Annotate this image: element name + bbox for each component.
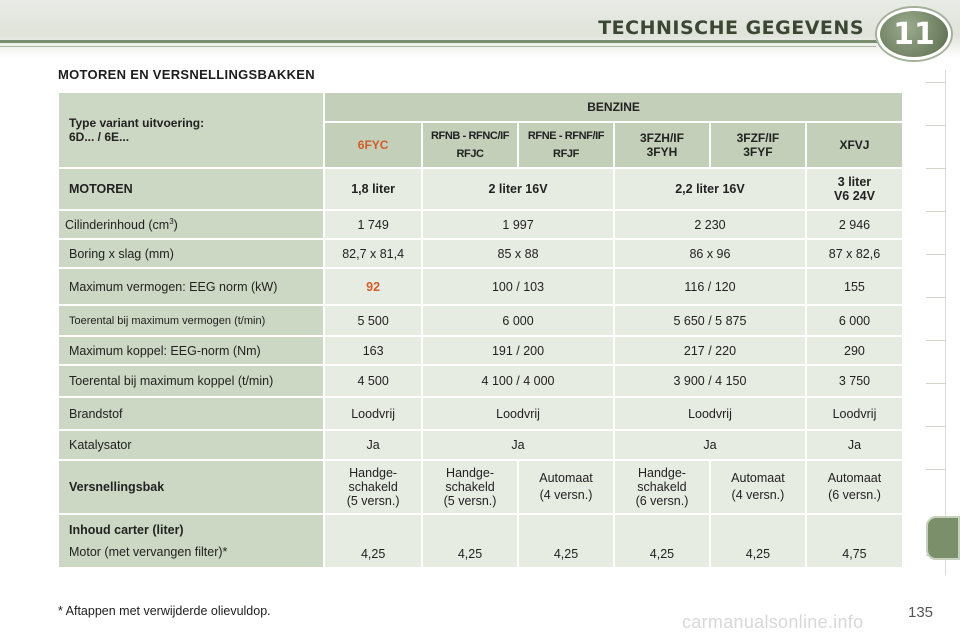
page-title: TECHNISCHE GEGEVENS: [598, 17, 864, 39]
table-cell: 5 650 / 5 875: [615, 306, 805, 335]
table-cell: 87 x 82,6: [807, 240, 902, 267]
table-cell: 290: [807, 337, 902, 364]
table-cell: 1 749: [325, 211, 421, 238]
row-label: [59, 211, 323, 238]
section-title: MOTOREN EN VERSNELLINGSBAKKEN: [58, 67, 315, 82]
row-label: Toerental bij maximum vermogen (t/min): [59, 306, 323, 335]
side-tab-active[interactable]: [926, 516, 960, 560]
side-tab[interactable]: [926, 254, 946, 255]
side-tab[interactable]: [926, 125, 946, 126]
table-cell: 3 750: [807, 366, 902, 396]
side-tab[interactable]: [926, 469, 946, 470]
table-cell: 4 100 / 4 000: [423, 366, 613, 396]
table-cell: 1 997: [423, 211, 613, 238]
variant-code: RFNB - RFNC/IF RFJC: [423, 123, 517, 167]
table-cell: 6 000: [423, 306, 613, 335]
variant-code: RFNE - RFNF/IF RFJF: [519, 123, 613, 167]
chapter-side-tabs: [926, 70, 946, 575]
table-cell: 92: [325, 269, 421, 304]
engine-size: 2 liter 16V: [423, 169, 613, 209]
row-label-text: ): [173, 218, 178, 233]
side-tab[interactable]: [926, 383, 946, 384]
table-cell: Loodvrij: [423, 398, 613, 429]
footnote: * Aftappen met verwijderde olievuldop.: [58, 604, 271, 618]
row-label: Brandstof: [59, 398, 323, 429]
row-label: Toerental bij maximum koppel (t/min): [59, 366, 323, 396]
table-cell: Ja: [807, 431, 902, 459]
row-label: Maximum koppel: EEG-norm (Nm): [59, 337, 323, 364]
table-cell: 3 900 / 4 150: [615, 366, 805, 396]
table-cell: 191 / 200: [423, 337, 613, 364]
row-label-sup: 3: [169, 216, 174, 226]
table-cell: 155: [807, 269, 902, 304]
table-cell: 82,7 x 81,4: [325, 240, 421, 267]
header-rule: [0, 40, 880, 43]
engine-size: 1,8 liter: [325, 169, 421, 209]
gearbox-cell: Handge- schakeld (6 versn.): [615, 461, 709, 513]
table-cell: 100 / 103: [423, 269, 613, 304]
table-cell: Loodvrij: [807, 398, 902, 429]
table-cell: Ja: [423, 431, 613, 459]
row-label: Maximum vermogen: EEG norm (kW): [59, 269, 323, 304]
variant-code: 6FYC: [325, 123, 421, 167]
table-cell: 85 x 88: [423, 240, 613, 267]
row-label: Katalysator: [59, 431, 323, 459]
gearbox-cell: Automaat (6 versn.): [807, 461, 902, 513]
oil-cell: 4,75: [807, 515, 902, 567]
table-cell: 2 230: [615, 211, 805, 238]
side-tab[interactable]: [926, 297, 946, 298]
table-cell: Ja: [615, 431, 805, 459]
engine-size: 2,2 liter 16V: [615, 169, 805, 209]
gearbox-label: Versnellingsbak: [59, 461, 323, 513]
oil-cell: 4,25: [325, 515, 421, 567]
oil-capacity-row-label: Motor (met vervangen filter)*: [69, 545, 228, 559]
variant-code: XFVJ: [807, 123, 902, 167]
table-cell: 6 000: [807, 306, 902, 335]
table-cell: Loodvrij: [615, 398, 805, 429]
table-cell: 86 x 96: [615, 240, 805, 267]
gearbox-cell: Handge- schakeld (5 versn.): [423, 461, 517, 513]
table-cell: 116 / 120: [615, 269, 805, 304]
gearbox-cell: Automaat (4 versn.): [519, 461, 613, 513]
table-cell: 2 946: [807, 211, 902, 238]
table-cell: Loodvrij: [325, 398, 421, 429]
side-tab[interactable]: [926, 340, 946, 341]
header-rule-thin: [0, 46, 876, 47]
table-cell: 163: [325, 337, 421, 364]
oil-cell: 4,25: [423, 515, 517, 567]
side-tab[interactable]: [926, 426, 946, 427]
engines-label: MOTOREN: [59, 169, 323, 209]
type-variant-label: Type variant uitvoering: 6D... / 6E...: [59, 93, 323, 167]
spec-table: [57, 91, 904, 569]
variant-code: 3FZF/IF 3FYF: [711, 123, 805, 167]
table-cell: Ja: [325, 431, 421, 459]
fuel-header: BENZINE: [325, 93, 902, 121]
row-label-text: Cilinderinhoud (cm: [65, 218, 170, 233]
side-tab[interactable]: [926, 82, 946, 83]
chapter-badge: 11: [877, 8, 951, 60]
oil-cell: 4,25: [615, 515, 709, 567]
oil-capacity-title: Inhoud carter (liter): [69, 523, 184, 537]
table-cell: 5 500: [325, 306, 421, 335]
side-tab[interactable]: [926, 168, 946, 169]
row-label: Boring x slag (mm): [59, 240, 323, 267]
table-cell: 4 500: [325, 366, 421, 396]
watermark: carmanualsonline.info: [682, 612, 864, 632]
oil-cell: 4,25: [711, 515, 805, 567]
variant-code: 3FZH/IF 3FYH: [615, 123, 709, 167]
oil-capacity-label: [59, 515, 323, 567]
gearbox-cell: Automaat (4 versn.): [711, 461, 805, 513]
side-tab[interactable]: [926, 211, 946, 212]
page-number: 135: [908, 604, 934, 621]
oil-cell: 4,25: [519, 515, 613, 567]
engine-size: 3 liter V6 24V: [807, 169, 902, 209]
gearbox-cell: Handge- schakeld (5 versn.): [325, 461, 421, 513]
table-cell: 217 / 220: [615, 337, 805, 364]
